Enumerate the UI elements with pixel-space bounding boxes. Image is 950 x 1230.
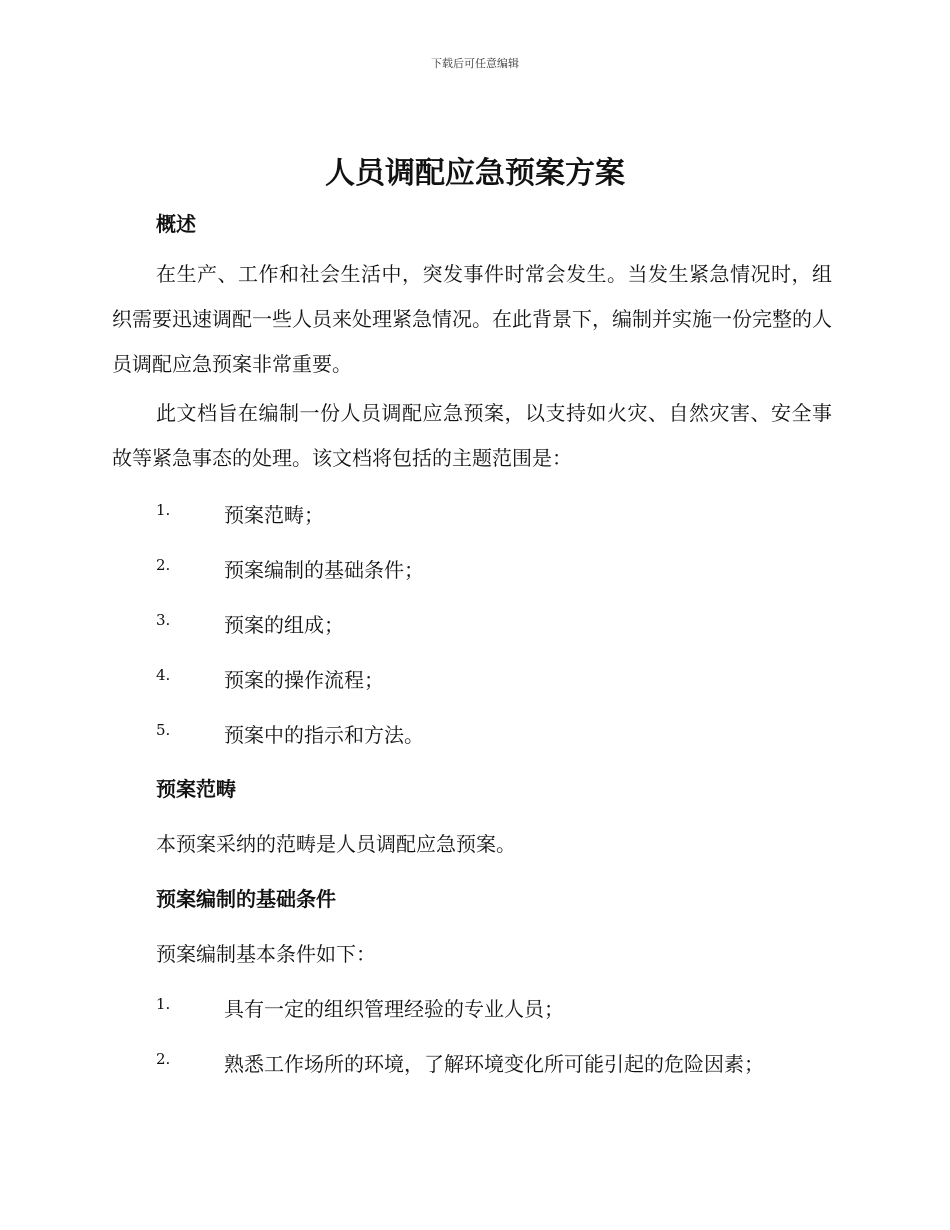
list-text: 预案的操作流程； bbox=[224, 668, 384, 692]
scope-text: 本预案采纳的范畴是人员调配应急预案。 bbox=[156, 832, 516, 856]
section-heading-scope: 预案范畴 bbox=[156, 777, 236, 801]
list-number: 2. bbox=[156, 1050, 171, 1068]
list-text: 熟悉工作场所的环境，了解环境变化所可能引起的危险因素； bbox=[224, 1052, 764, 1076]
header-note: 下载后可任意编辑 bbox=[431, 57, 519, 70]
list-text: 预案编制的基础条件； bbox=[224, 558, 424, 582]
list-text: 预案中的指示和方法。 bbox=[224, 723, 424, 747]
list-number: 4. bbox=[156, 666, 171, 684]
list-text: 预案的组成； bbox=[224, 613, 344, 637]
conditions-intro: 预案编制基本条件如下： bbox=[156, 942, 376, 966]
list-number: 1. bbox=[156, 501, 171, 519]
section-heading-overview: 概述 bbox=[156, 212, 196, 236]
list-number: 3. bbox=[156, 611, 171, 629]
list-number: 5. bbox=[156, 721, 171, 739]
section-heading-conditions: 预案编制的基础条件 bbox=[156, 887, 336, 911]
list-text: 具有一定的组织管理经验的专业人员； bbox=[224, 997, 564, 1021]
list-text: 预案范畴； bbox=[224, 503, 324, 527]
document-title: 人员调配应急预案方案 bbox=[325, 156, 625, 191]
overview-paragraph-2: 此文档旨在编制一份人员调配应急预案，以支持如火灾、自然灾害、安全事故等紧急事态的处理。该文档将包括的主题范围是： bbox=[112, 401, 832, 470]
list-number: 1. bbox=[156, 995, 171, 1013]
list-number: 2. bbox=[156, 556, 171, 574]
overview-paragraph-1: 在生产、工作和社会生活中，突发事件时常会发生。当发生紧急情况时，组织需要迅速调配一些人员来处理紧急情况。在此背景下，编制并实施一份完整的人员调配应急预案非常重要。 bbox=[112, 262, 832, 376]
